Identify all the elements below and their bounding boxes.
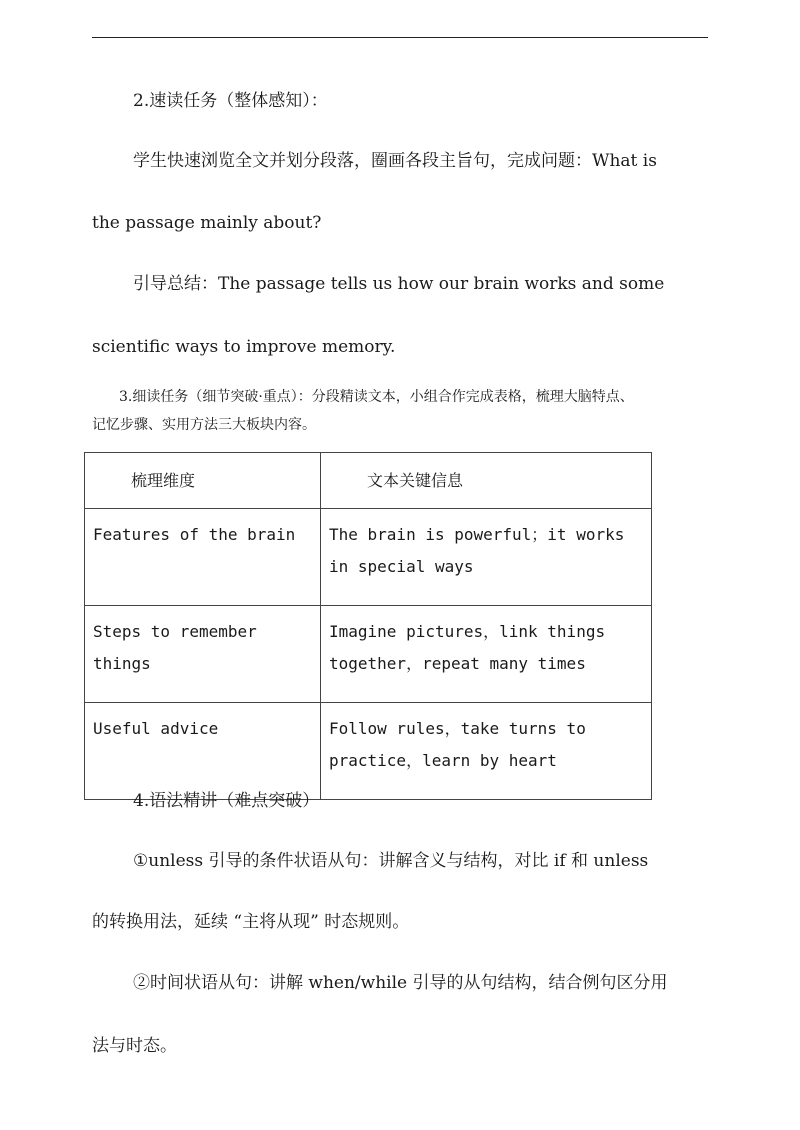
section4-heading: 4.语法精讲（难点突破）: [133, 791, 320, 811]
table-cell-info-line: The brain is powerful；it works: [329, 525, 625, 544]
section2-summary-line2: scientific ways to improve memory.: [92, 337, 396, 357]
header-rule: [92, 37, 708, 38]
table-header-info: 文本关键信息: [321, 453, 652, 509]
section4-point2-line2: 法与时态。: [92, 1036, 177, 1056]
section4-point2-line1: ②时间状语从句：讲解 when/while 引导的从句结构，结合例句区分用: [133, 973, 668, 993]
info-table: [84, 452, 652, 800]
table-row: [85, 509, 652, 606]
table-cell-info-line: in special ways: [329, 557, 474, 576]
section4-point1-line2: 的转换用法，延续 “主将从现” 时态规则。: [92, 912, 410, 932]
table-cell-dimension: Useful advice: [85, 703, 321, 800]
table-row: [85, 703, 652, 800]
table-cell-dimension: Steps to remember things: [85, 606, 321, 703]
table-cell-info-line: Imagine pictures，link things: [329, 622, 606, 641]
table-cell-dimension: Features of the brain: [85, 509, 321, 606]
section3-intro-line2: 记忆步骤、实用方法三大板块内容。: [92, 417, 316, 433]
section2-heading: 2.速读任务（整体感知）：: [133, 91, 328, 111]
table-cell-info: [321, 509, 652, 606]
table-header-dimension: 梳理维度: [85, 453, 321, 509]
section2-task-line1: 学生快速浏览全文并划分段落，圈画各段主旨句，完成问题：What is: [133, 151, 657, 171]
table-cell-info-line: together，repeat many times: [329, 654, 586, 673]
table-cell-info-line: Follow rules，take turns to: [329, 719, 586, 738]
table-cell-info: [321, 606, 652, 703]
section2-task-line2: the passage mainly about?: [92, 213, 322, 233]
section4-point1-line1: ①unless 引导的条件状语从句：讲解含义与结构，对比 if 和 unless: [133, 851, 649, 871]
table-cell-info-line: practice，learn by heart: [329, 751, 557, 770]
section3-intro-line1: 3.细读任务（细节突破·重点）：分段精读文本，小组合作完成表格，梳理大脑特点、: [119, 389, 634, 405]
section2-summary-line1: 引导总结：The passage tells us how our brain works and some: [133, 274, 665, 294]
table-header-row: [85, 453, 652, 509]
table-cell-info: [321, 703, 652, 800]
table-row: [85, 606, 652, 703]
